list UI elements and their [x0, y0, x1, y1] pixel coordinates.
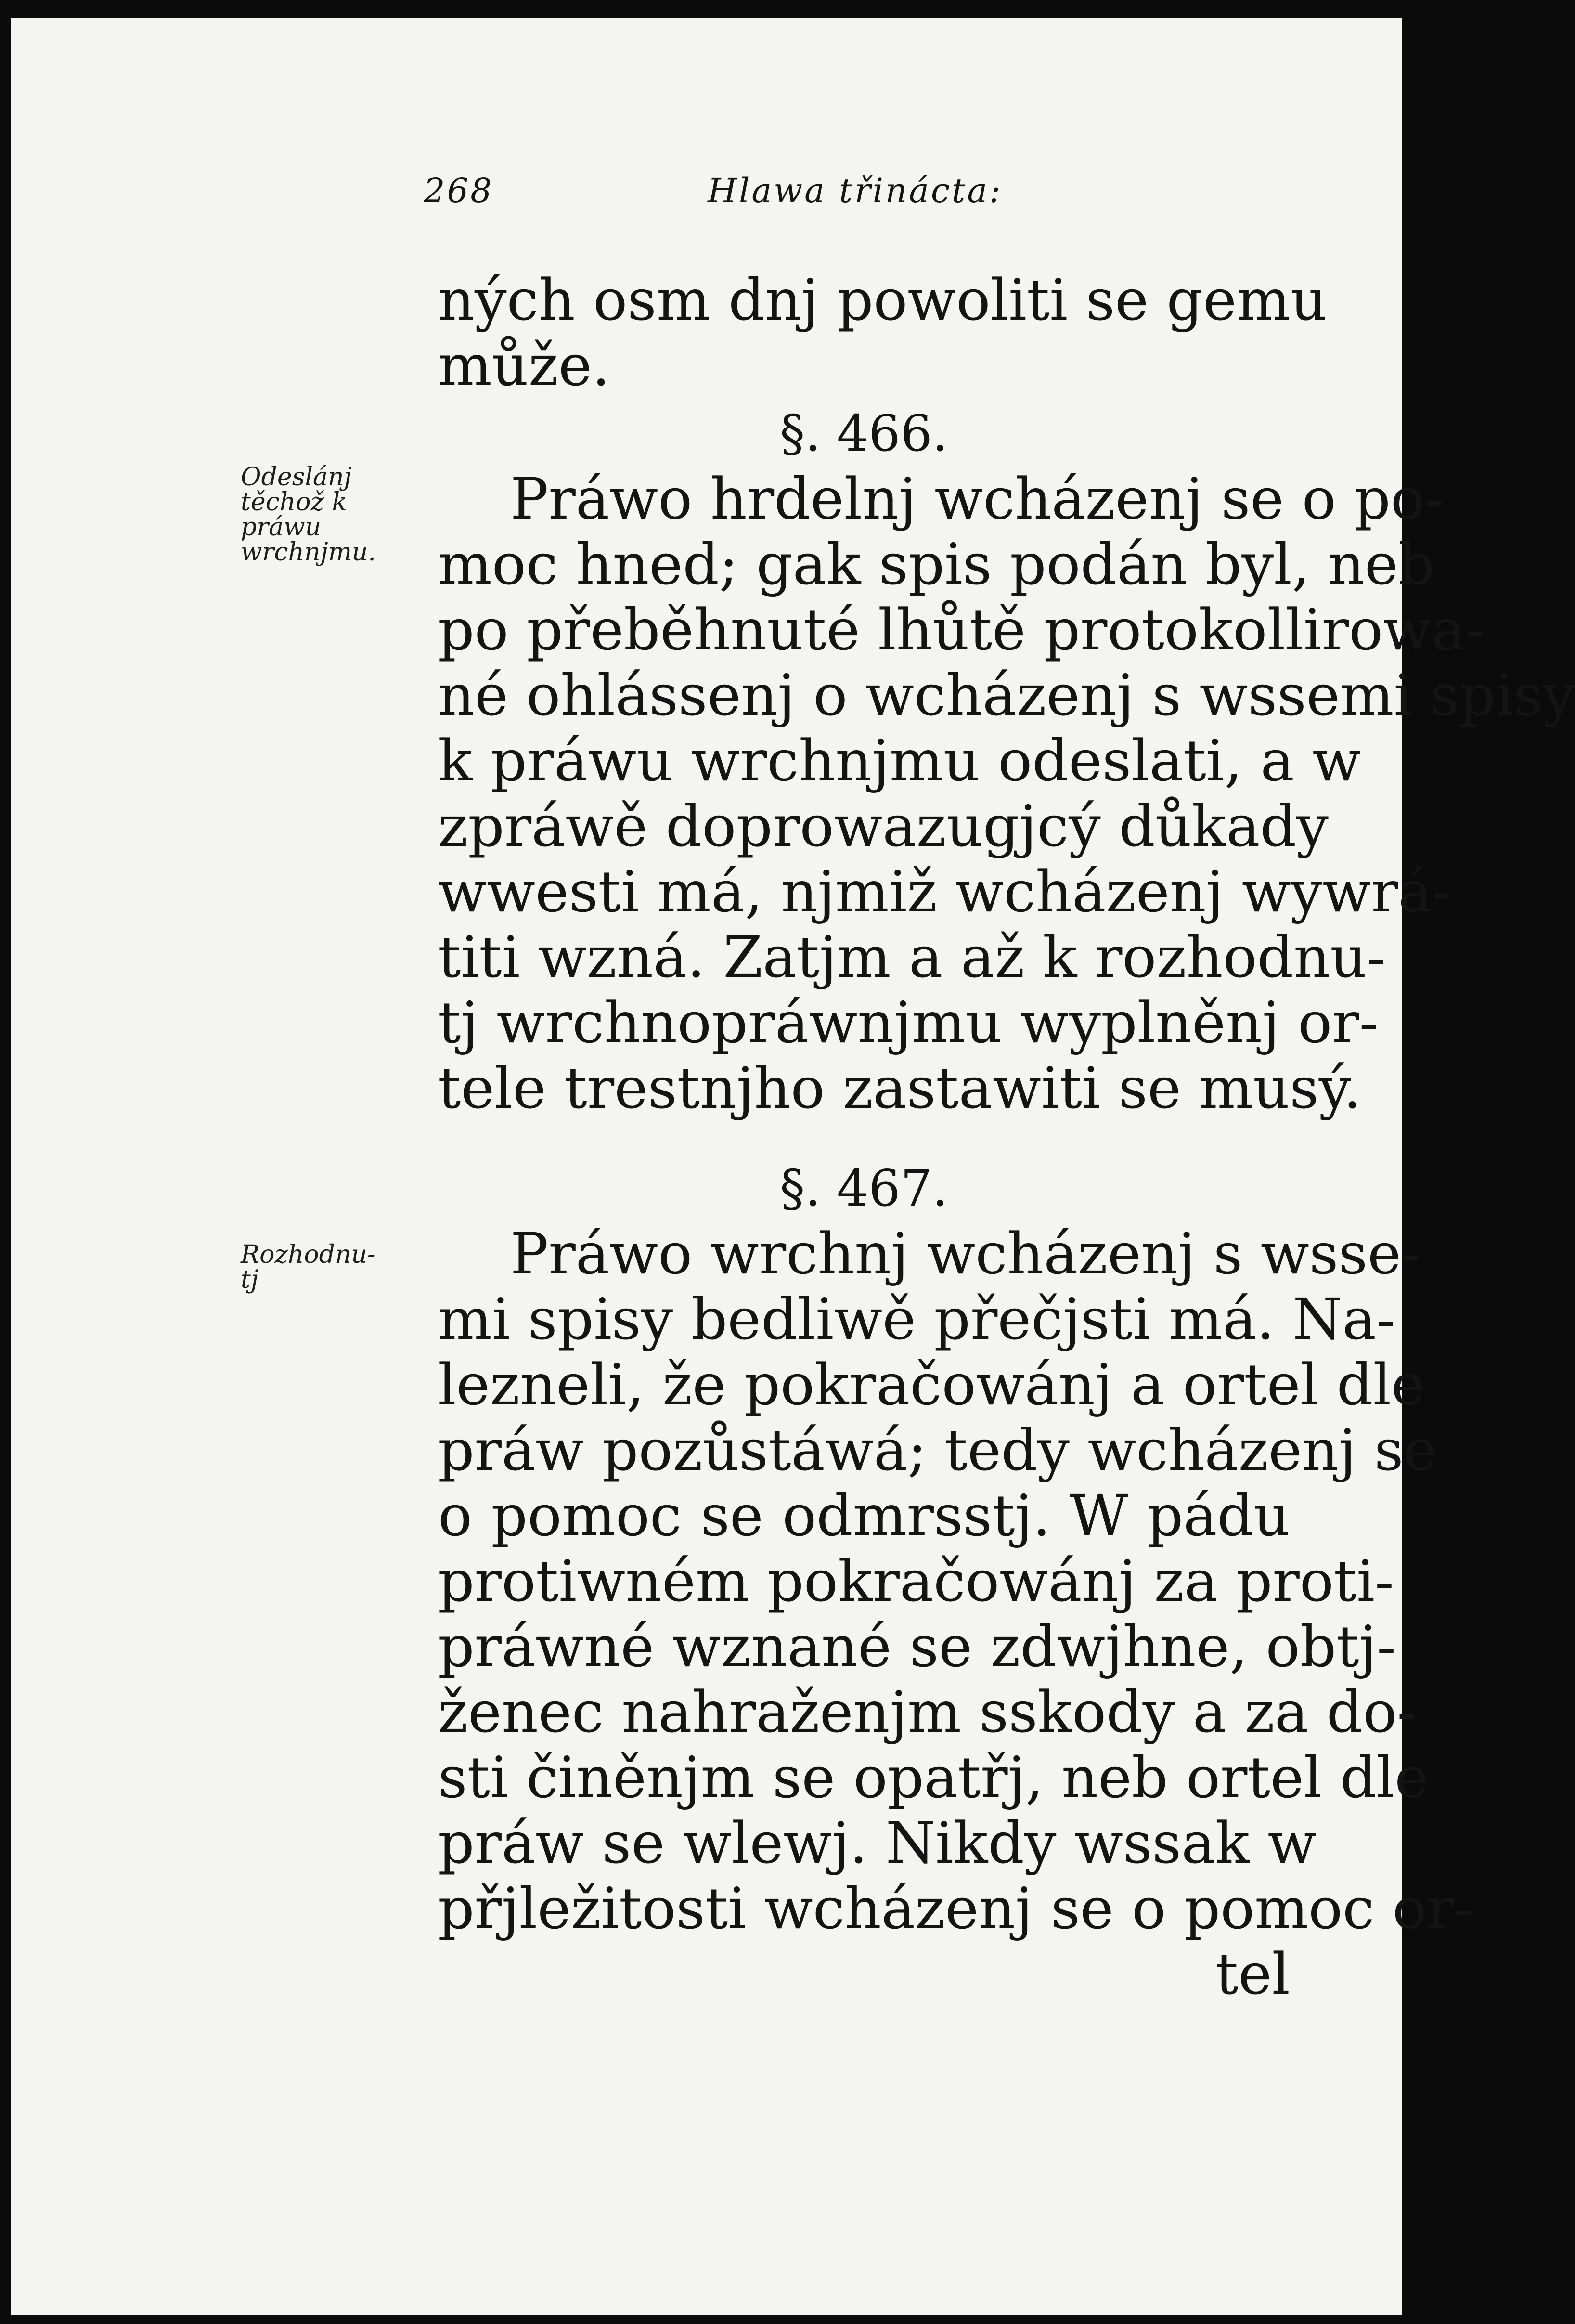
text-line: Práwo wrchnj wcházenj s wsse- [510, 1220, 1420, 1287]
margin-note-line: práwu [241, 513, 322, 542]
continuation-text [438, 267, 1327, 399]
margin-note-line: Rozhodnu- [241, 1240, 376, 1269]
margin-note-466 [241, 465, 376, 565]
text-line: né ohlássenj o wcházenj s wssemi spisy [438, 662, 1575, 728]
text-line: může. [438, 332, 610, 399]
margin-note-line: tj [241, 1265, 259, 1294]
text-line: tele trestnjho zastawiti se musý. [438, 1055, 1362, 1121]
section-heading: §. 466. [780, 404, 948, 463]
text-line: ženec nahraženjm sskody a za do- [438, 1679, 1417, 1745]
text-line: tj wrchnopráwnjmu wyplněnj or- [438, 989, 1379, 1056]
page-number: 268 [424, 171, 494, 210]
section-467 [438, 1156, 1473, 2007]
text-line: o pomoc se odmrsstj. W pádu [438, 1482, 1290, 1549]
text-line: moc hned; gak spis podán byl, neb [438, 531, 1435, 597]
text-line: zpráwě doprowazugjcý důkady [438, 793, 1329, 859]
margin-note-line: Odeslánj [241, 463, 352, 492]
text-line: protiwném pokračowánj za proti- [438, 1548, 1394, 1614]
margin-note-line: wrchnjmu. [241, 538, 376, 567]
text-line: lezneli, že pokračowánj a ortel dle [438, 1351, 1425, 1418]
text-line: k práwu wrchnjmu odeslati, a w [438, 727, 1361, 794]
margin-note-467 [241, 1242, 376, 1292]
text-line: práw se wlewj. Nikdy wssak w [438, 1810, 1317, 1876]
text-line: ných osm dnj powoliti se gemu [438, 267, 1327, 333]
catchword: tel [1215, 1941, 1290, 2007]
text-line: sti činěnjm se opatřj, neb ortel dle [438, 1744, 1429, 1811]
text-line: přjležitosti wcházenj se o pomoc or- [438, 1875, 1473, 1942]
text-line: práwné wznané se zdwjhne, obtj- [438, 1613, 1396, 1680]
text-line: titi wzná. Zatjm a až k rozhodnu- [438, 924, 1386, 990]
margin-note-line: těchož k [241, 488, 348, 517]
section-466 [438, 401, 1575, 1121]
text-line: Práwo hrdelnj wcházenj se o po- [510, 466, 1444, 532]
section-heading: §. 467. [780, 1159, 948, 1218]
text-line: mi spisy bedliwě přečjsti má. Na- [438, 1286, 1395, 1352]
running-title: Hlawa třinácta: [708, 171, 1003, 210]
text-line: po přeběhnuté lhůtě protokollirowa- [438, 597, 1485, 663]
text-line: wwesti má, njmiž wcházenj wywrá- [438, 858, 1452, 925]
text-line: práw pozůstáwá; tedy wcházenj se [438, 1417, 1437, 1483]
